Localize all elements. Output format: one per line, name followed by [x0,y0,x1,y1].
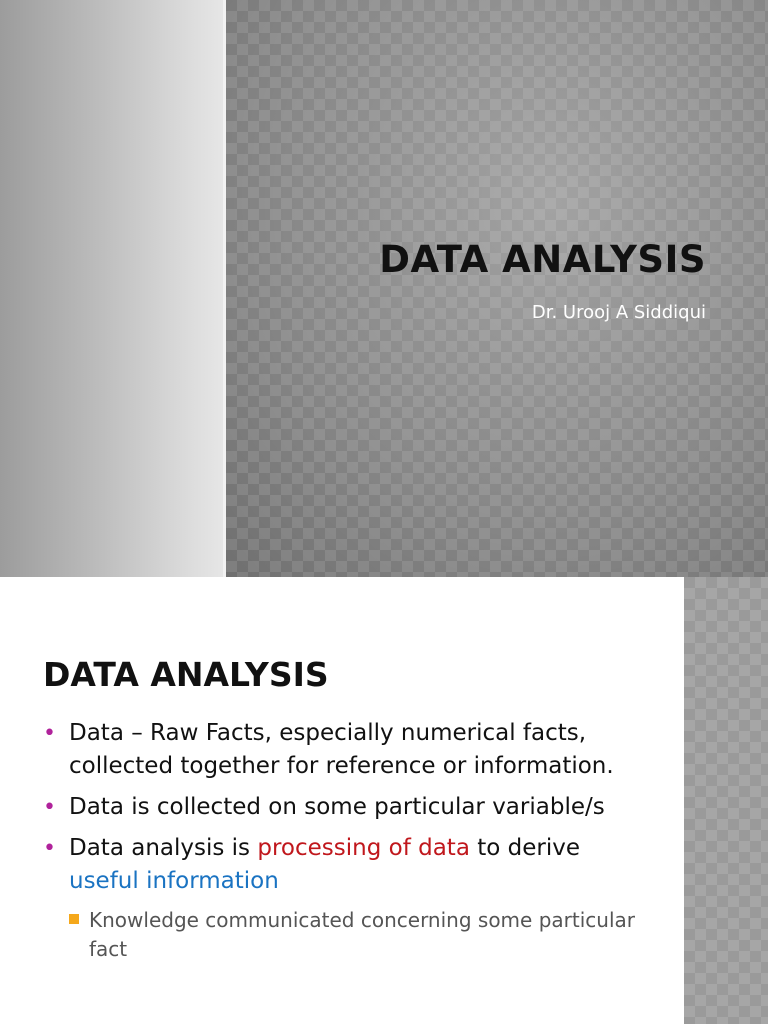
bullet-list [43,717,653,964]
title-slide-gradient-panel [0,0,223,577]
highlight-processing-of-data: processing of data [257,835,470,861]
bullet-text: Data – Raw Facts, especially numerical facts, collected together for reference or information. [69,720,614,779]
bullet-text: Data is collected on some particular variable/s [69,794,605,820]
highlight-useful-information: useful information [69,868,279,894]
bullet-dot-icon: • [43,836,56,861]
sub-bullet-text: Knowledge communicated concerning some particular fact [89,908,635,961]
square-bullet-icon [69,914,79,924]
content-slide [0,577,768,1024]
bullet-text-start: Data analysis is [69,835,258,861]
title-slide-title: DATA ANALYSIS [379,238,706,281]
bullet-item [43,832,653,898]
content-slide-pattern-strip [684,577,768,1024]
bullet-dot-icon: • [43,721,56,746]
title-slide-pattern-panel [226,0,768,577]
bullet-item [43,717,653,783]
title-slide-subtitle: Dr. Urooj A Siddiqui [531,302,706,323]
content-slide-title: DATA ANALYSIS [43,655,329,694]
bullet-text-middle: to derive [469,835,580,861]
sub-bullet-item [69,906,653,964]
bullet-dot-icon: • [43,795,56,820]
bullet-item [43,791,653,824]
